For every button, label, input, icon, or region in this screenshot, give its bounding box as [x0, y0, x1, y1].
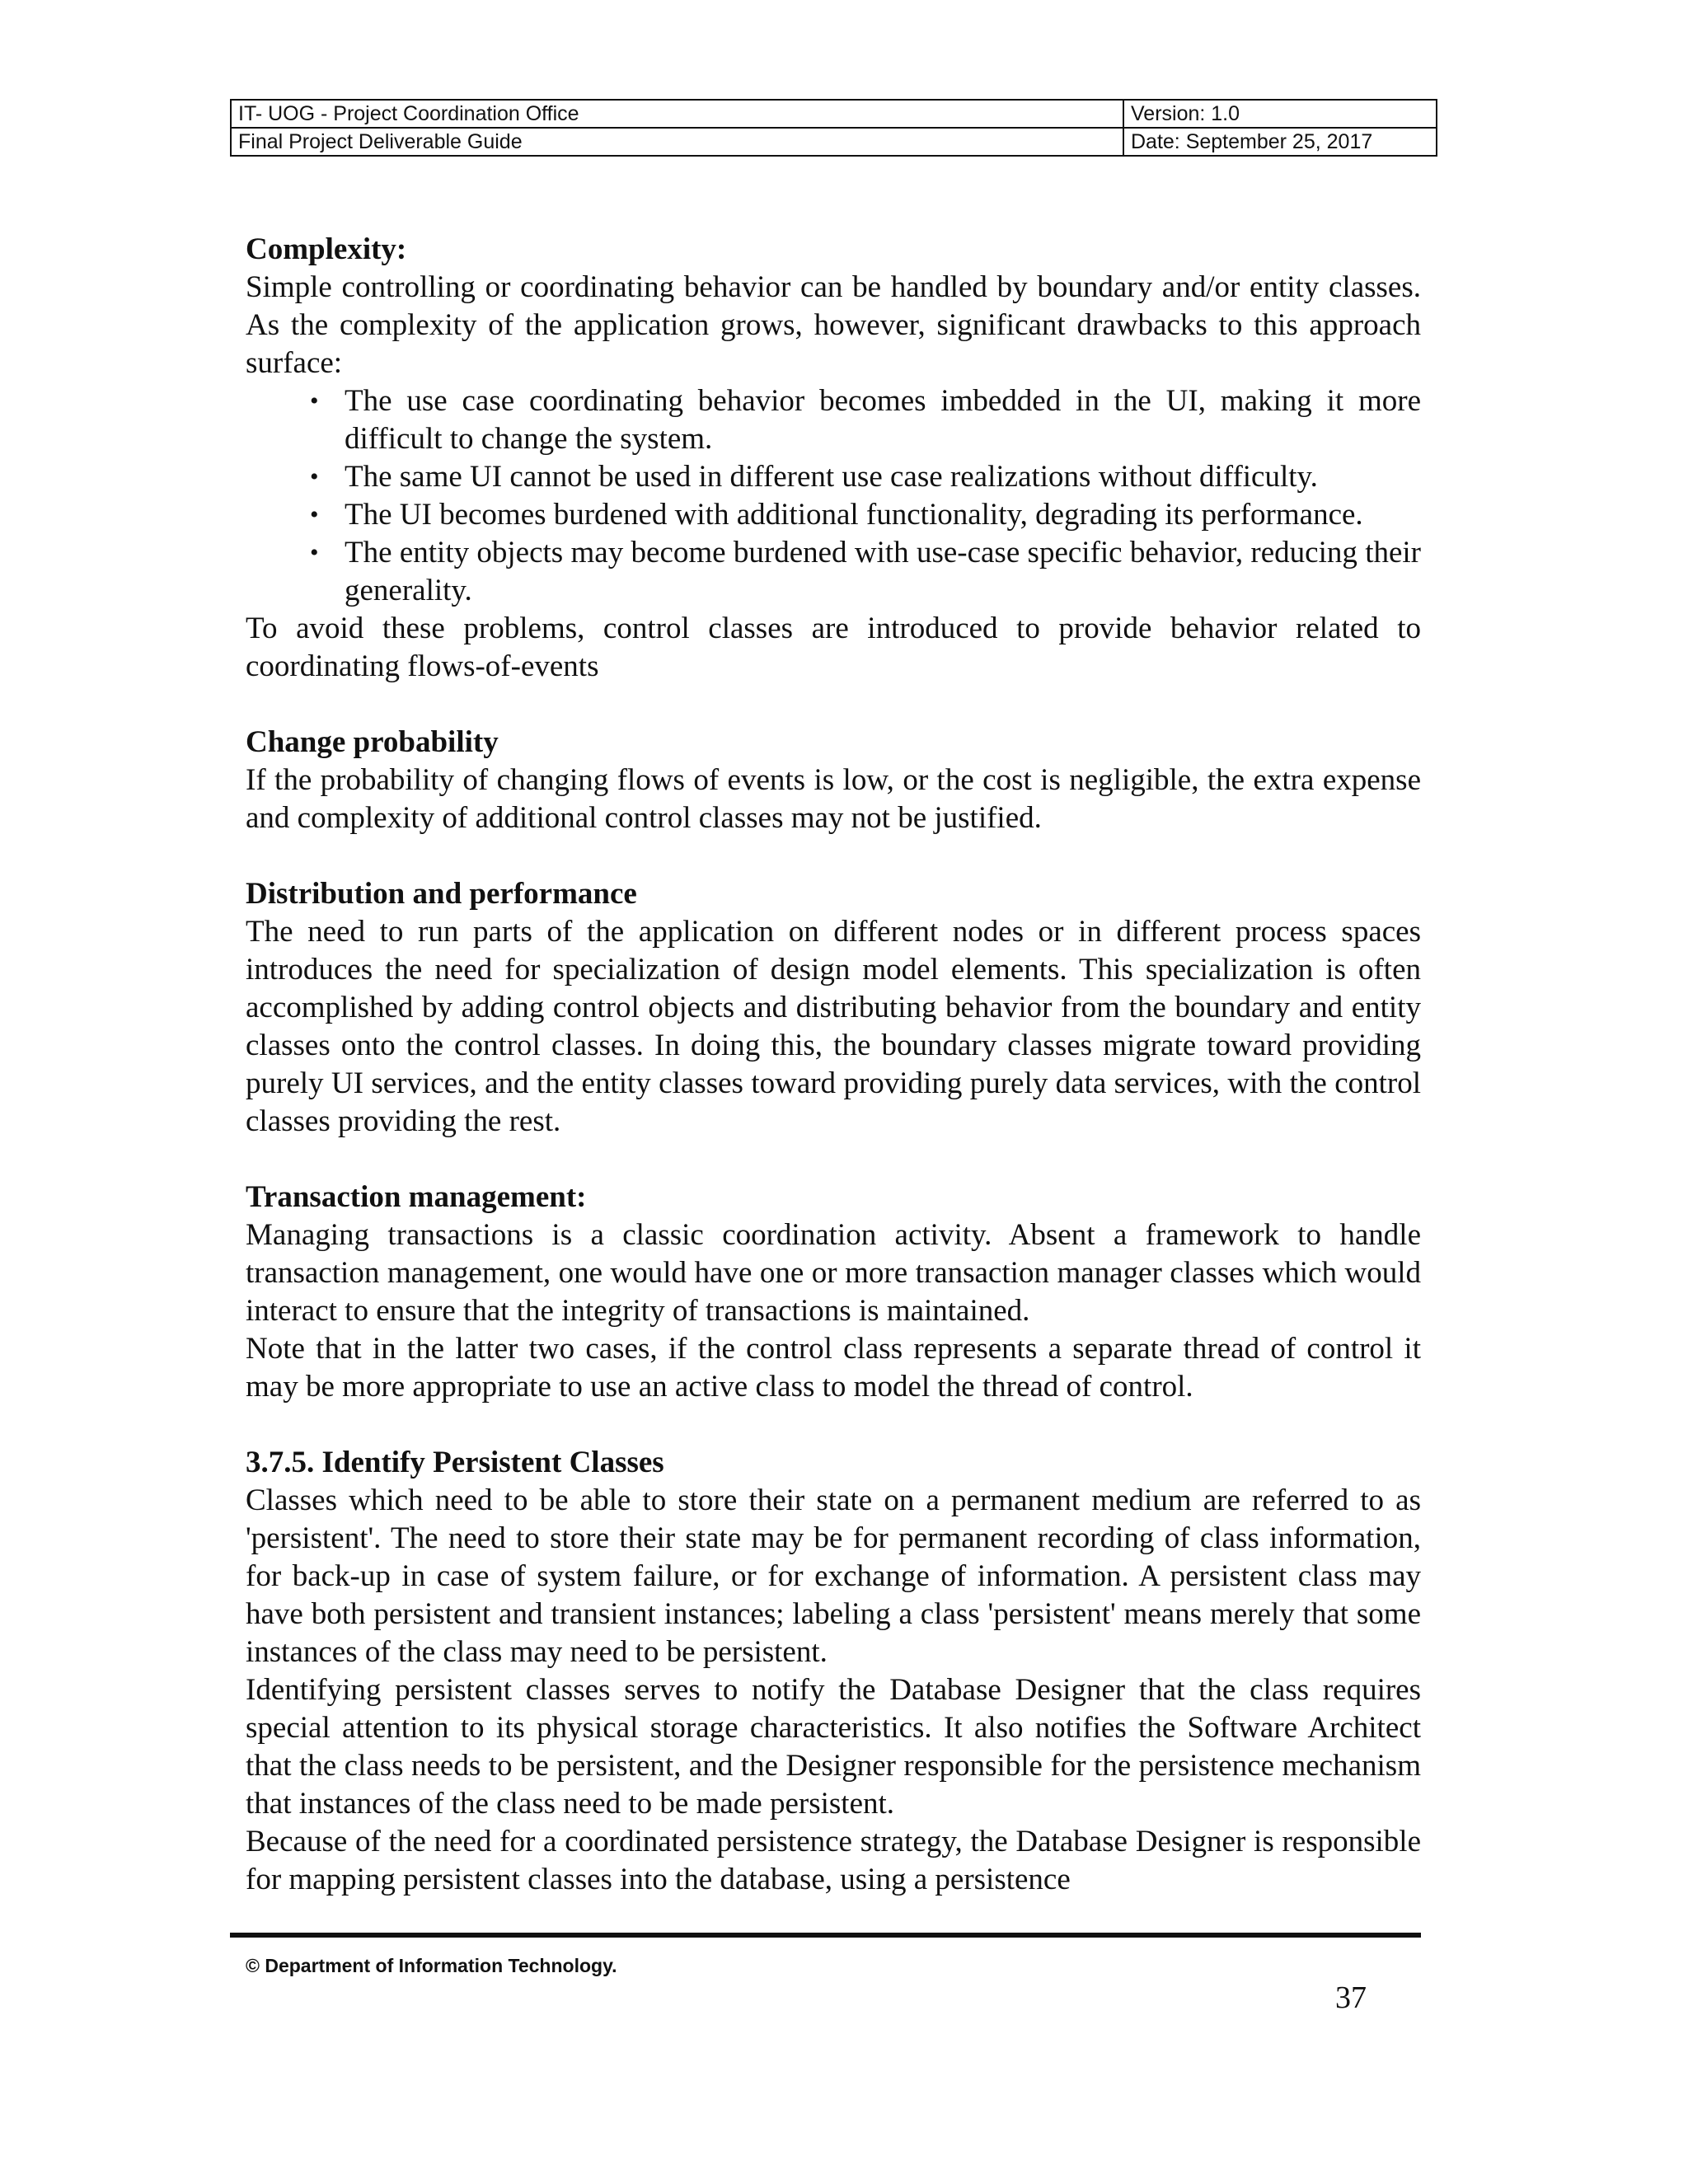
page-body: [246, 231, 1421, 1899]
heading-complexity: Complexity:: [246, 232, 407, 266]
list-item: • The same UI cannot be used in different use case realizations without difficulty.: [246, 458, 1421, 496]
heading-change-probability: Change probability: [246, 725, 499, 759]
complexity-bullet-list: [246, 382, 1421, 610]
persistent-paragraph-1: Classes which need to be able to store their state on a permanent medium are referred to as 'persistent'. The need to store their state may be for permanent recording of class information, for back-up in case of system failure, or for exchange of information. A persistent class may have both persistent and transient instances; labeling a class 'persistent' means merely that some instances of the class may need to be persistent.: [246, 1483, 1421, 1669]
heading-transaction: Transaction management:: [246, 1180, 587, 1214]
document-header: [230, 99, 1437, 157]
header-guide-title: Final Project Deliverable Guide: [231, 128, 1123, 156]
list-item: • The use case coordinating behavior becomes imbedded in the UI, making it more difficult to change the system.: [310, 384, 1421, 456]
heading-persistent-classes: 3.7.5. Identify Persistent Classes: [246, 1446, 664, 1479]
bullet-icon: •: [310, 387, 319, 415]
header-version: Version: 1.0: [1123, 100, 1437, 128]
header-date: Date: September 25, 2017: [1123, 128, 1437, 156]
list-item: • The UI becomes burdened with additional functionality, degrading its performance.: [246, 496, 1421, 534]
bullet-icon: •: [310, 539, 319, 566]
footer-divider: [230, 1933, 1421, 1938]
bullet-icon: •: [310, 501, 319, 528]
transaction-body: Managing transactions is a classic coordination activity. Absent a framework to handle transaction management, one would have one or more transaction manager classes which would interact to ensure that the integrity of transactions is maintained.: [246, 1218, 1421, 1328]
header-office: IT- UOG - Project Coordination Office: [231, 100, 1123, 128]
list-item: • The entity objects may become burdened with use-case specific behavior, reducing their generality.: [310, 536, 1421, 607]
persistent-paragraph-2: Identifying persistent classes serves to notify the Database Designer that the class requires special attention to its physical storage characteristics. It also notifies the Software Architect that the class needs to be persistent, and the Designer responsible for the persistence mechanism that instances of the class need to be made persistent.: [246, 1673, 1421, 1821]
transaction-note: Note that in the latter two cases, if the control class represents a separate thread of control it may be more appropriate to use an active class to model the thread of control.: [246, 1332, 1421, 1404]
heading-distribution: Distribution and performance: [246, 877, 637, 911]
complexity-conclusion: To avoid these problems, control classes are introduced to provide behavior related to coordinating flows-of-events: [246, 612, 1421, 683]
persistent-paragraph-3: Because of the need for a coordinated persistence strategy, the Database Designer is responsible for mapping persistent classes into the database, using a persistence: [246, 1825, 1421, 1896]
page-number: 37: [1335, 1980, 1367, 2015]
change-probability-body: If the probability of changing flows of events is low, or the cost is negligible, the extra expense and complexity of additional control classes may not be justified.: [246, 763, 1421, 835]
bullet-icon: •: [310, 463, 319, 490]
complexity-intro: Simple controlling or coordinating behavior can be handled by boundary and/or entity classes. As the complexity of the application grows, however, significant drawbacks to this approach surface:: [246, 270, 1421, 380]
distribution-body: The need to run parts of the application on different nodes or in different process spaces introduces the need for specialization of design model elements. This specialization is often accomplished by adding control objects and distributing behavior from the boundary and entity classes onto the control classes. In doing this, the boundary classes migrate toward providing purely UI services, and the entity classes toward providing purely data services, with the control classes providing the rest.: [246, 915, 1421, 1138]
footer-copyright: © Department of Information Technology.: [246, 1955, 617, 1976]
